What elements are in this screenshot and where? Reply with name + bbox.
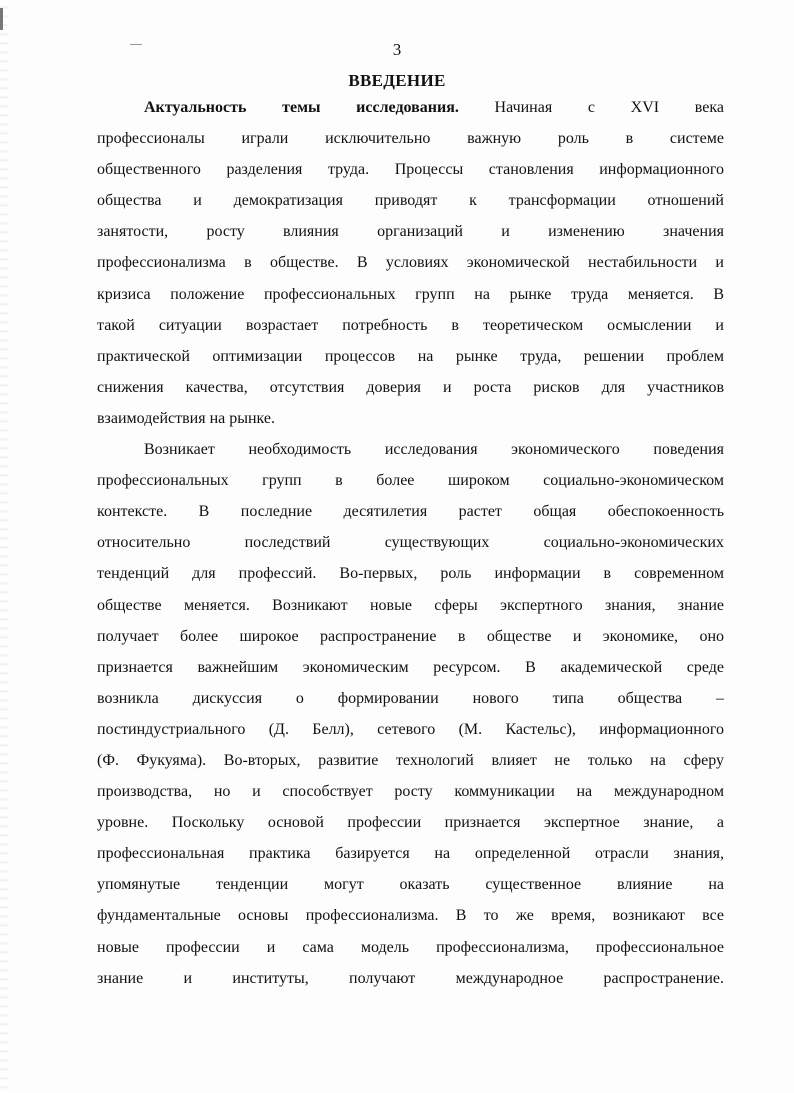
- paragraph-line: (Ф. Фукуяма). Во-вторых, развитие технологий влияет не только на сферу: [97, 751, 724, 769]
- paragraph-line: занятости, росту влияния организаций и изменению значения: [97, 223, 724, 241]
- page-number: 3: [392, 40, 402, 59]
- paragraph-line: тенденций для профессий. Во-первых, роль информации в современном: [97, 565, 724, 583]
- scan-binding-edge: [0, 0, 8, 1093]
- document-body: [97, 99, 724, 1001]
- paragraph-1: [97, 99, 724, 441]
- paragraph-line: общественного разделения труда. Процессы становления информационного: [97, 161, 724, 179]
- paragraph-line: такой ситуации возрастает потребность в теоретическом осмыслении и: [97, 316, 724, 334]
- paragraph-line: кризиса положение профессиональных групп на рынке труда меняется. В: [97, 285, 724, 303]
- paragraph-line: профессионалы играли исключительно важную роль в системе: [97, 130, 724, 148]
- paragraph-line: профессиональных групп в более широком социально-экономическом: [97, 472, 724, 490]
- paragraph-line: Возникает необходимость исследования экономического поведения: [144, 441, 724, 459]
- paragraph-line: признается важнейшим экономическим ресурсом. В академической среде: [97, 658, 724, 676]
- paragraph-line: общества и демократизация приводят к трансформации отношений: [97, 192, 724, 210]
- paragraph-line: обществе меняется. Возникают новые сферы экспертного знания, знание: [97, 596, 724, 614]
- lead-bold-phrase: Актуальность темы исследования.: [144, 99, 459, 116]
- paragraph-line: снижения качества, отсутствия доверия и роста рисков для участников: [97, 378, 724, 396]
- paragraph-line: практической оптимизации процессов на рынке труда, решении проблем: [97, 347, 724, 365]
- section-heading: ВВЕДЕНИЕ: [348, 71, 446, 90]
- paragraph-line: знание и институты, получают международное распространение.: [97, 969, 724, 987]
- paragraph-line: производства, но и способствует росту коммуникации на международном: [97, 783, 724, 801]
- paragraph-line: уровне. Поскольку основой профессии признается экспертное знание, а: [97, 814, 724, 832]
- paragraph-line: профессиональная практика базируется на определенной отрасли знания,: [97, 845, 724, 863]
- paragraph-line: профессионализма в обществе. В условиях экономической нестабильности и: [97, 254, 724, 272]
- paragraph-line: фундаментальные основы профессионализма. В то же время, возникают все: [97, 907, 724, 925]
- scan-mark: [0, 8, 3, 30]
- paragraph-line: постиндустриального (Д. Белл), сетевого (М. Кастельс), информационного: [97, 720, 724, 738]
- paragraph-line: упомянутые тенденции могут оказать существенное влияние на: [97, 876, 724, 894]
- paragraph-line: контексте. В последние десятилетия растет общая обеспокоенность: [97, 503, 724, 521]
- paragraph-1-line-1: [97, 99, 724, 130]
- paragraph-line: получает более широкое распространение в обществе и экономике, оно: [97, 627, 724, 645]
- paragraph-line: относительно последствий существующих социально-экономических: [97, 534, 724, 552]
- paragraph-line: взаимодействия на рынке.: [97, 409, 276, 427]
- paragraph-2: [97, 441, 724, 1001]
- paragraph-line: новые профессии и сама модель профессионализма, профессиональное: [97, 938, 724, 956]
- paragraph-line: Начиная с XVI века: [458, 99, 724, 116]
- paragraph-line: возникла дискуссия о формировании нового типа общества –: [97, 689, 724, 707]
